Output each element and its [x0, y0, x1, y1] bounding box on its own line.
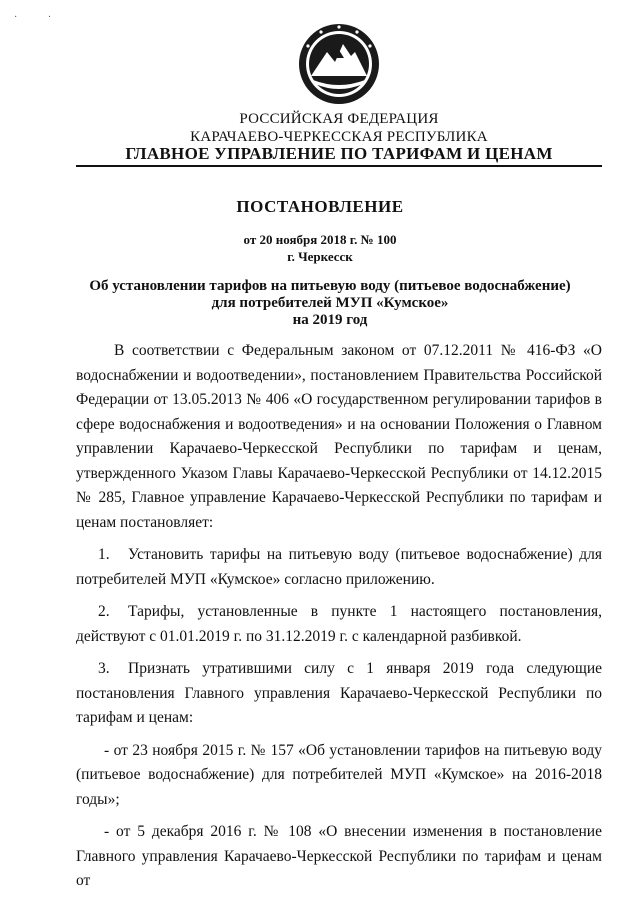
- list-item: [76, 600, 602, 649]
- intro-paragraph: В соответствии с Федеральным законом от 07.12.2011 № 416-ФЗ «О водоснабжении и водоотведении», постановлением Правительства Российской Федерации от 13.05.2013 № 406 «О государственном регулировании тарифов в сфере водоснабжения и водоотведения» и на основании Положения о Главном управлении Карачаево-Черкесской Республики по тарифам и ценам, утвержденного Указом Главы Карачаево-Черкесской Республики от 14.12.2015 № 285, Главное управление Карачаево-Черкесской Республики по тарифам и ценам постановляет:: [76, 342, 602, 531]
- scan-marks: · ·: [14, 12, 66, 23]
- document-date-number: от 20 ноября 2018 г. № 100: [243, 232, 397, 247]
- item-text: Признать утратившими силу с 1 января 2019 года следующие постановления Главного управления Карачаево-Черкесской Республики по тарифам и ценам:: [76, 660, 602, 726]
- document-body: [76, 339, 602, 894]
- header-authority: ГЛАВНОЕ УПРАВЛЕНИЕ ПО ТАРИФАМ И ЦЕНАМ: [125, 144, 553, 163]
- header-country: РОССИЙСКАЯ ФЕДЕРАЦИЯ: [239, 111, 439, 127]
- header-divider: [76, 165, 602, 167]
- item-number: 1.: [98, 546, 110, 563]
- emblem-icon: [297, 22, 381, 106]
- document-city: г. Черкесск: [287, 249, 353, 264]
- item-number: 3.: [98, 660, 110, 677]
- item-text: Установить тарифы на питьевую воду (питьевое водоснабжение) для потребителей МУП «Кумское» согласно приложению.: [76, 546, 602, 588]
- subject-line: Об установлении тарифов на питьевую воду (питьевое водоснабжение): [89, 278, 571, 294]
- item-number: 2.: [98, 603, 110, 620]
- document-title: ПОСТАНОВЛЕНИЕ: [236, 197, 404, 216]
- subject-line: на 2019 год: [292, 312, 368, 328]
- item-text: Тарифы, установленные в пункте 1 настоящего постановления, действуют с 01.01.2019 г. по 31.12.2019 г. с календарной разбивкой.: [76, 603, 602, 645]
- sub-item: - от 5 декабря 2016 г. № 108 «О внесении изменения в постановление Главного управления Карачаево-Черкесской Республики по тарифам и ценам от: [76, 823, 602, 889]
- list-item: [76, 543, 602, 592]
- header-republic: КАРАЧАЕВО-ЧЕРКЕССКАЯ РЕСПУБЛИКА: [190, 129, 488, 145]
- list-item: [76, 657, 602, 731]
- sub-item: - от 23 ноября 2015 г. № 157 «Об установлении тарифов на питьевую воду (питьевое водоснабжение) для потребителей МУП «Кумское» на 2016-2018 годы»;: [76, 741, 602, 808]
- subject-line: для потребителей МУП «Кумское»: [211, 295, 449, 311]
- document-subject: [60, 278, 600, 329]
